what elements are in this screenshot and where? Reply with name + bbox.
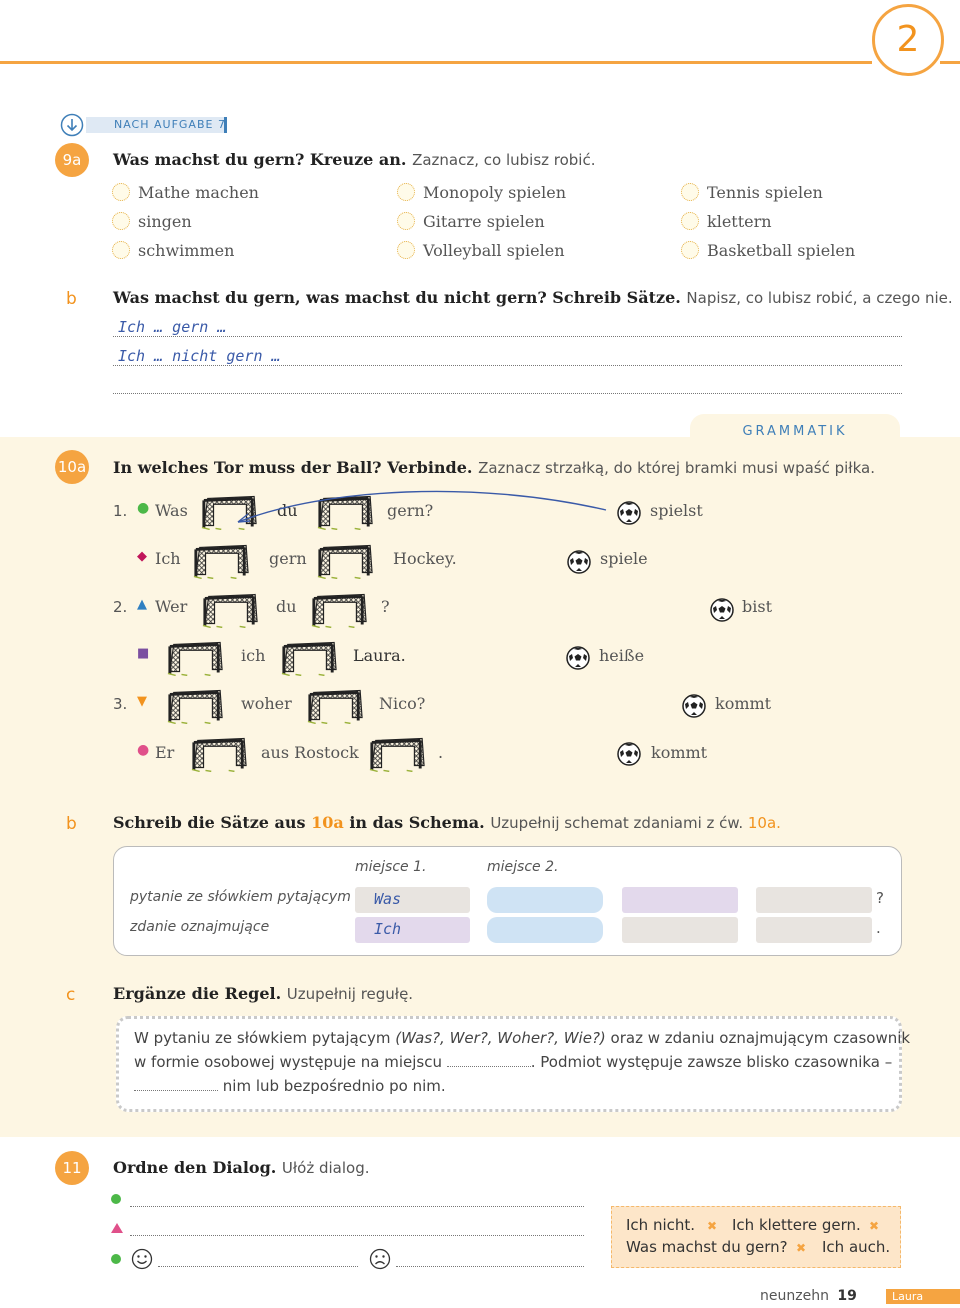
header-rule-right [940,61,960,64]
speaker-triangle-icon [111,1223,123,1233]
rule-blank[interactable] [447,1066,531,1067]
exercise-letter-b: b [66,289,77,309]
word: Ich [155,549,181,568]
rule-line-2: w formie osobowej występuje na miejscu . Podmiot występuje zawsze blisko czasownika – [134,1053,893,1071]
column-header: miejsce 1. [355,859,427,875]
word: Was [155,501,188,520]
schema-cell[interactable] [355,887,470,913]
writing-line[interactable] [130,1235,584,1236]
checkbox-circle[interactable] [681,212,699,230]
word: Er [155,743,175,762]
checkbox-circle[interactable] [397,241,415,259]
ex9b-title-pl: Napisz, co lubisz robić, a czego nie. [686,289,953,307]
writing-line[interactable] [396,1266,584,1267]
speaker-circle-icon [111,1194,121,1204]
football-icon[interactable] [682,694,706,718]
ex9b-instruction [113,288,953,307]
rule-blank[interactable] [134,1090,218,1091]
ex10b-instruction: Schreib die Sätze aus 10a in das Schema. Uzupełnij schemat zdaniami z ćw. 10a. [113,813,781,832]
football-icon[interactable] [566,646,590,670]
dialog-sentence: Was machst du gern? [626,1238,788,1256]
smiley-happy-icon [131,1248,153,1270]
checkbox-option[interactable]: Volleyball spielen [397,241,565,260]
checkbox-circle[interactable] [681,241,699,259]
word: aus Rostock [261,743,359,762]
example-arrow-icon [226,488,636,530]
word: gern? [387,501,434,520]
exercise-badge-9a: 9a [55,143,89,177]
ex9a-title-pl: Zaznacz, co lubisz robić. [412,151,596,169]
word: ich [241,646,266,665]
football-icon[interactable] [617,742,641,766]
diamond-marker-icon: ◆ [137,549,147,564]
checkbox-option[interactable]: Basketball spielen [681,241,855,260]
checkbox-option[interactable]: Mathe machen [112,183,259,202]
separator-cross-icon: ✖ [796,1241,807,1255]
exercise-letter-b: b [66,814,77,834]
checkbox-circle[interactable] [397,212,415,230]
row-label: pytanie ze słówkiem pytającym [130,889,351,905]
word: ? [381,597,390,616]
ball-verb: spielst [650,501,703,520]
goal-icon[interactable] [166,640,224,676]
ball-verb: bist [742,597,772,616]
example-line-1: Ich … gern … [118,318,227,336]
word: Wer [155,597,188,616]
ex9b-title: Was machst du gern, was machst du nicht gern? Schreib Sätze. [113,288,681,307]
schema-cell[interactable] [622,887,738,913]
exercise-badge-11: 11 [55,1151,89,1185]
row-label: zdanie oznajmujące [130,919,270,935]
writing-line[interactable] [113,365,902,366]
goal-icon[interactable] [280,640,338,676]
writing-line[interactable] [113,393,902,394]
schema-value: Ich [374,920,402,938]
rule-line-3: nim lub bezpośrednio po nim. [134,1077,446,1095]
row-number: 3. [113,695,128,713]
triangle-marker-icon: ▲ [137,597,147,612]
word: . [438,743,444,762]
goal-icon[interactable] [310,592,368,628]
smiley-sad-icon [369,1248,391,1270]
triangle-down-marker-icon: ▼ [137,694,147,709]
chapter-number: 2 [872,4,944,76]
goal-icon[interactable] [190,736,248,772]
ex9a-title: Was machst du gern? Kreuze an. [113,150,407,169]
ball-verb: kommt [715,694,772,713]
ex11-instruction: Ordne den Dialog. Ułóż dialog. [113,1158,370,1177]
rule-line-1: W pytaniu ze słówkiem pytającym (Was?, Wer?, Woher?, Wie?) oraz w zdaniu oznajmującym czasownik [134,1029,911,1047]
word: Laura. [353,646,406,665]
unit-tag: Laura [886,1289,960,1304]
separator-cross-icon: ✖ [869,1219,880,1233]
schema-cell[interactable] [487,887,603,913]
word: du [277,501,298,520]
goal-icon[interactable] [201,592,259,628]
writing-line[interactable] [130,1206,584,1207]
word: Nico? [379,694,426,713]
word: du [276,597,297,616]
row-number: 2. [113,598,128,616]
speaker-circle-icon [111,1254,121,1264]
exercise-badge-10a: 10a [55,450,89,484]
ex10a-title: In welches Tor muss der Ball? Verbinde. [113,458,473,477]
ex10a-instruction [113,458,875,477]
checkbox-circle[interactable] [112,241,130,259]
page-footer: neunzehn 19 [760,1288,857,1304]
checkbox-option[interactable]: Tennis spielen [681,183,823,202]
goal-icon[interactable] [166,688,224,724]
checkbox-option[interactable]: singen [112,212,192,231]
end-punctuation: . [876,919,881,937]
goal-icon[interactable] [192,543,250,579]
circle-marker-icon: ● [137,500,150,516]
word: gern [269,549,307,568]
header-rule [0,61,872,64]
word: woher [241,694,292,713]
schema-cell[interactable] [622,917,738,943]
checkbox-option[interactable]: Monopoly spielen [397,183,566,202]
end-punctuation: ? [876,889,884,907]
nach-aufgabe-label: NACH AUFGABE 7 [114,118,226,131]
schema-cell[interactable] [756,917,872,943]
checkbox-circle[interactable] [681,183,699,201]
word: Hockey. [393,549,457,568]
example-line-2: Ich … nicht gern … [118,347,281,365]
arrow-down-icon [60,113,84,137]
checkbox-option[interactable]: Gitarre spielen [397,212,545,231]
schema-cell[interactable] [756,887,872,913]
ex9a-instruction [113,150,596,169]
writing-line[interactable] [158,1266,358,1267]
dialog-sentence: Ich klettere gern. [732,1216,861,1234]
ex10a-title-pl: Zaznacz strzałką, do której bramki musi wpaść piłka. [478,459,875,477]
schema-value: Was [374,890,402,908]
football-icon[interactable] [710,598,734,622]
separator-cross-icon: ✖ [707,1219,718,1233]
checkbox-option[interactable]: schwimmen [112,241,234,260]
circle-marker-icon: ● [137,742,150,758]
goal-icon[interactable] [316,543,374,579]
writing-line[interactable] [113,336,902,337]
checkbox-circle[interactable] [112,183,130,201]
dialog-sentence: Ich auch. [822,1238,891,1256]
goal-icon[interactable] [306,688,364,724]
square-marker-icon: ■ [137,646,150,661]
schema-cell[interactable] [487,917,603,943]
row-number: 1. [113,502,128,520]
column-header: miejsce 2. [487,859,559,875]
grammar-label: GRAMMATIK [742,424,848,439]
ex10c-instruction: Ergänze die Regel. Uzupełnij regułę. [113,984,414,1003]
schema-cell[interactable] [355,917,470,943]
goal-icon[interactable] [368,736,426,772]
ball-verb: kommt [651,743,708,762]
checkbox-option[interactable]: klettern [681,212,772,231]
ball-verb: spiele [600,549,648,568]
football-icon[interactable] [567,550,591,574]
ball-verb: heiße [599,646,645,665]
dialog-sentence: Ich nicht. [626,1216,696,1234]
checkbox-circle[interactable] [397,183,415,201]
exercise-letter-c: c [66,985,76,1005]
checkbox-circle[interactable] [112,212,130,230]
